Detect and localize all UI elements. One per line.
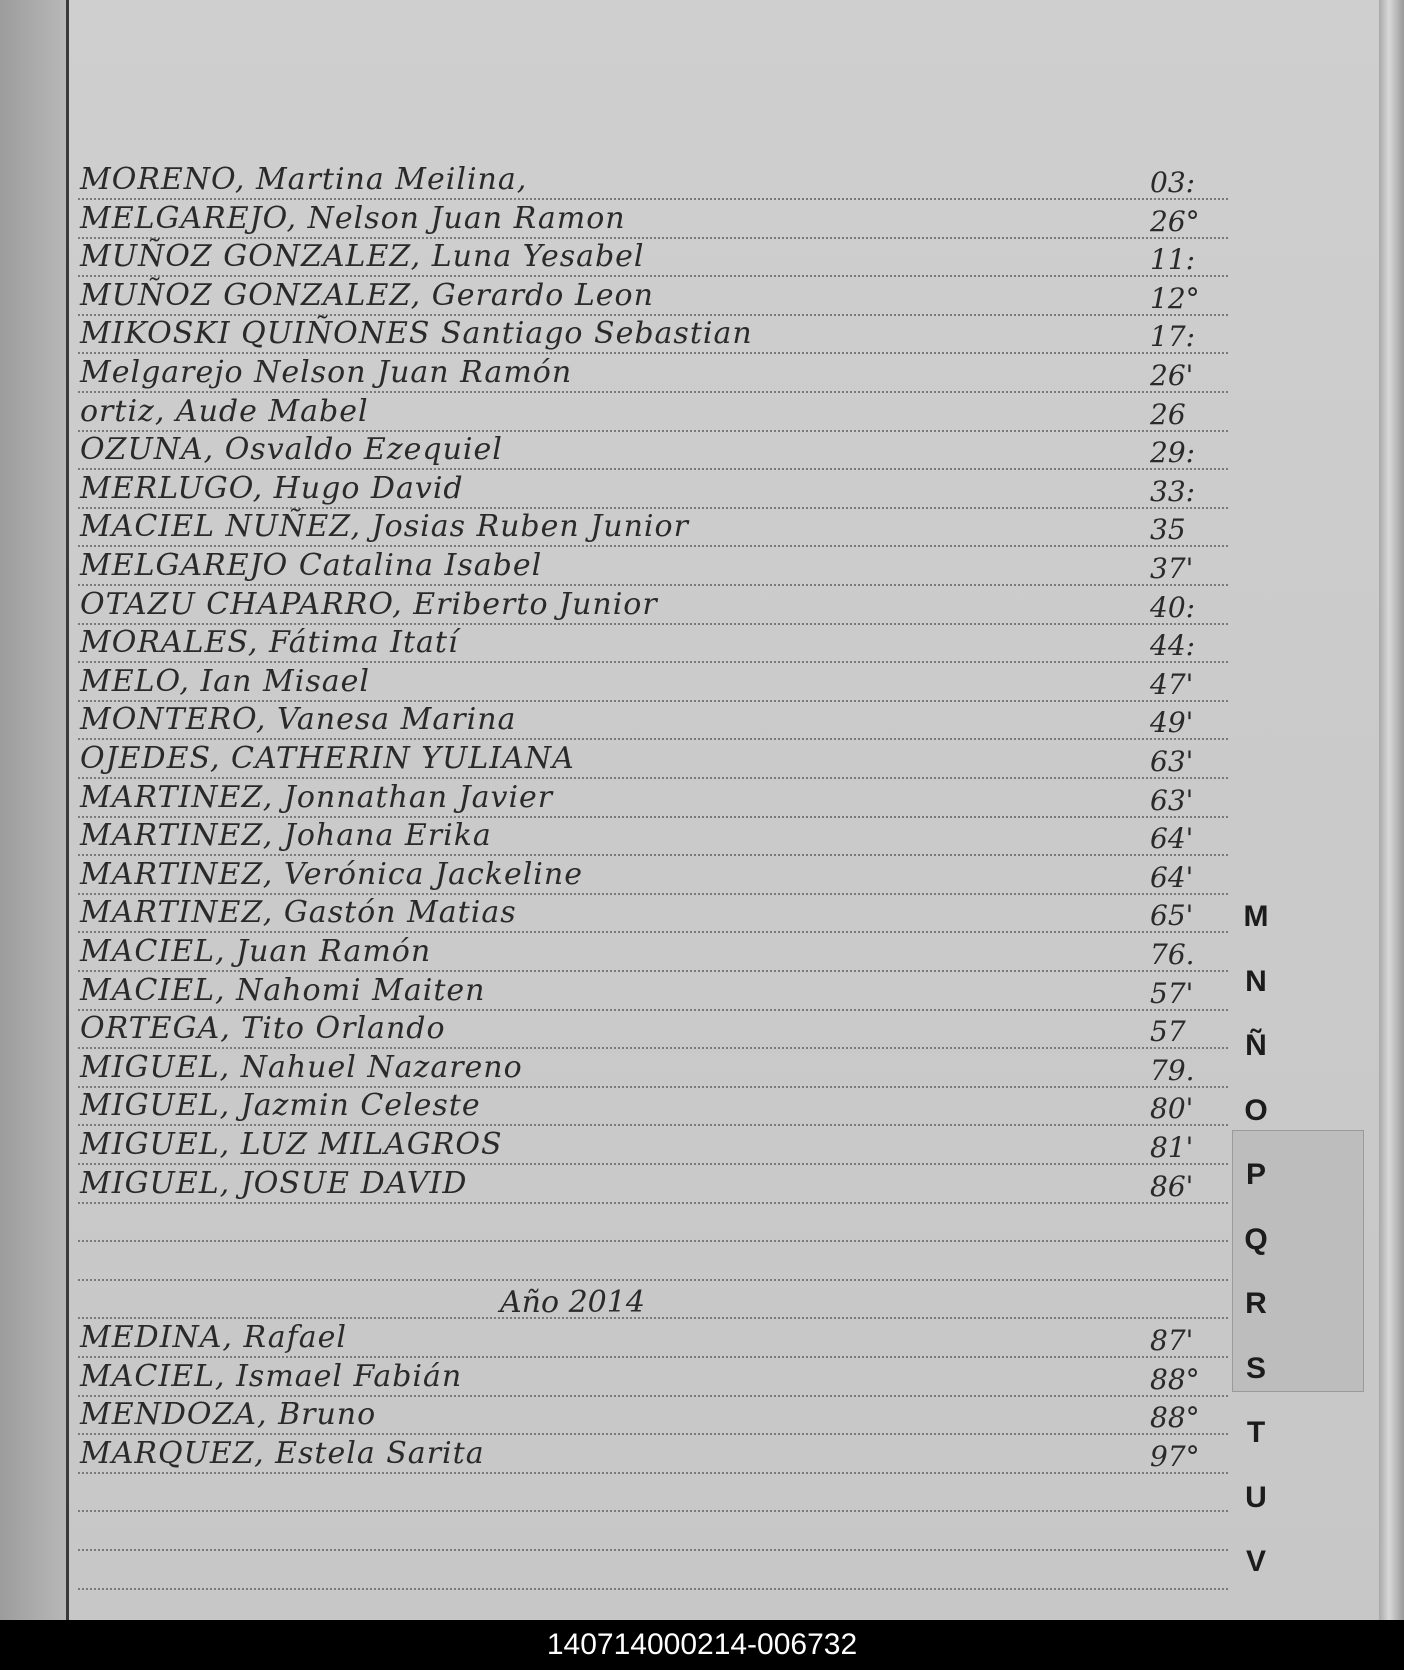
entry-number: 87' xyxy=(1150,1324,1194,1357)
index-tab-1[interactable]: N xyxy=(1245,964,1267,998)
ruled-line xyxy=(78,1279,1228,1281)
index-tab-7[interactable]: S xyxy=(1245,1351,1266,1385)
entry-name: OJEDES, CATHERIN YULIANA xyxy=(80,741,575,776)
entry-number: 37' xyxy=(1150,552,1194,585)
ruled-line xyxy=(78,1549,1228,1551)
entry-number: 47' xyxy=(1150,667,1194,701)
ruled-line xyxy=(78,1240,1228,1242)
ruled-line xyxy=(78,1472,1228,1474)
entry-number: 12° xyxy=(1150,281,1200,315)
entry-name: MERLUGO, Hugo David xyxy=(80,470,464,506)
entry-number: 76. xyxy=(1150,938,1195,971)
entry-name: MUÑOZ GONZALEZ, Luna Yesabel xyxy=(80,239,645,275)
index-tab-10[interactable]: V xyxy=(1245,1545,1266,1578)
entry-name: MIGUEL, Jazmin Celeste xyxy=(80,1088,481,1124)
entry-name: MACIEL NUÑEZ, Josias Ruben Junior xyxy=(80,509,689,545)
entry-name: MARQUEZ, Estela Sarita xyxy=(80,1435,485,1471)
index-tab-9[interactable]: U xyxy=(1245,1480,1267,1514)
entry-number: 57 xyxy=(1150,1015,1186,1049)
entry-number: 26° xyxy=(1150,204,1200,238)
entry-number: 64' xyxy=(1150,860,1194,894)
entry-name: MIKOSKI QUIÑONES Santiago Sebastian xyxy=(80,316,753,352)
page-binding-edge xyxy=(1379,0,1404,1620)
ruled-line xyxy=(78,1202,1228,1204)
entry-number: 88° xyxy=(1150,1401,1200,1435)
entry-name: OTAZU CHAPARRO, Eriberto Junior xyxy=(80,586,658,622)
entry-number: 88° xyxy=(1150,1362,1200,1396)
entry-number: 17: xyxy=(1150,320,1196,354)
entry-name: MIGUEL, Nahuel Nazareno xyxy=(80,1049,523,1085)
entry-number: 35 xyxy=(1150,513,1186,547)
entry-number: 63' xyxy=(1150,745,1194,778)
page-margin-strip xyxy=(0,0,66,1620)
entry-name: MONTERO, Vanesa Marina xyxy=(80,702,517,738)
entry-name: MEDINA, Rafael xyxy=(80,1320,348,1355)
entry-name: MIGUEL, JOSUE DAVID xyxy=(80,1165,468,1201)
entry-name: MENDOZA, Bruno xyxy=(80,1397,377,1433)
entry-number: 65' xyxy=(1150,899,1194,933)
entry-number: 11: xyxy=(1150,243,1196,277)
entry-number: 57' xyxy=(1150,976,1194,1010)
index-tab-0[interactable]: M xyxy=(1243,900,1269,933)
ruled-line xyxy=(78,1588,1228,1590)
entry-name: MARTINEZ, Johana Erika xyxy=(80,818,492,854)
entry-name: MACIEL, Nahomi Maiten xyxy=(80,972,486,1008)
entry-number: 44: xyxy=(1150,629,1196,663)
entry-name: ortiz, Aude Mabel xyxy=(80,393,369,429)
entry-name: MARTINEZ, Gastón Matias xyxy=(80,895,517,931)
entry-number: 86' xyxy=(1150,1169,1194,1203)
entry-number: 29: xyxy=(1150,436,1196,470)
entry-name: MORENO, Martina Meilina, xyxy=(80,162,528,197)
ruled-line xyxy=(78,1510,1228,1512)
entry-name: MELO, Ian Misael xyxy=(80,663,370,699)
entry-number: 03: xyxy=(1150,166,1196,199)
entry-name: MELGAREJO, Nelson Juan Ramon xyxy=(80,200,626,236)
entry-name: MELGAREJO Catalina Isabel xyxy=(80,548,543,583)
index-tab-4[interactable]: P xyxy=(1245,1158,1266,1191)
entry-name: MACIEL, Juan Ramón xyxy=(80,934,432,969)
entry-number: 63' xyxy=(1150,783,1194,817)
entry-number: 80' xyxy=(1150,1092,1194,1126)
entry-number: 33: xyxy=(1150,474,1196,508)
index-tab-5[interactable]: Q xyxy=(1244,1222,1268,1256)
entry-name: MIGUEL, LUZ MILAGROS xyxy=(80,1127,503,1162)
entry-number: 79. xyxy=(1150,1053,1195,1087)
entry-name: OZUNA, Osvaldo Ezequiel xyxy=(80,432,503,468)
document-id: 140714000214-006732 xyxy=(546,1628,858,1661)
entry-name: MARTINEZ, Jonnathan Javier xyxy=(80,779,554,815)
entry-number: 81' xyxy=(1150,1131,1194,1164)
index-tab-8[interactable]: T xyxy=(1246,1416,1266,1449)
entry-name: MACIEL, Ismael Fabián xyxy=(80,1358,463,1394)
entry-name: MUÑOZ GONZALEZ, Gerardo Leon xyxy=(80,277,654,313)
section-header-year: Año 2014 xyxy=(500,1285,645,1320)
entry-number: 26' xyxy=(1150,359,1194,392)
entry-number: 49' xyxy=(1150,706,1194,740)
index-tab-3[interactable]: O xyxy=(1244,1093,1268,1127)
index-tab-6[interactable]: R xyxy=(1245,1287,1267,1320)
entry-name: Melgarejo Nelson Juan Ramón xyxy=(80,355,573,390)
entry-name: ORTEGA, Tito Orlando xyxy=(80,1011,446,1047)
entry-number: 97° xyxy=(1150,1439,1200,1473)
entry-number: 26 xyxy=(1150,397,1186,431)
entry-name: MARTINEZ, Verónica Jackeline xyxy=(80,856,583,892)
entry-number: 40: xyxy=(1150,590,1196,624)
entry-number: 64' xyxy=(1150,822,1194,856)
entry-name: MORALES, Fátima Itatí xyxy=(80,625,459,661)
index-tab-2[interactable]: Ñ xyxy=(1245,1029,1267,1062)
